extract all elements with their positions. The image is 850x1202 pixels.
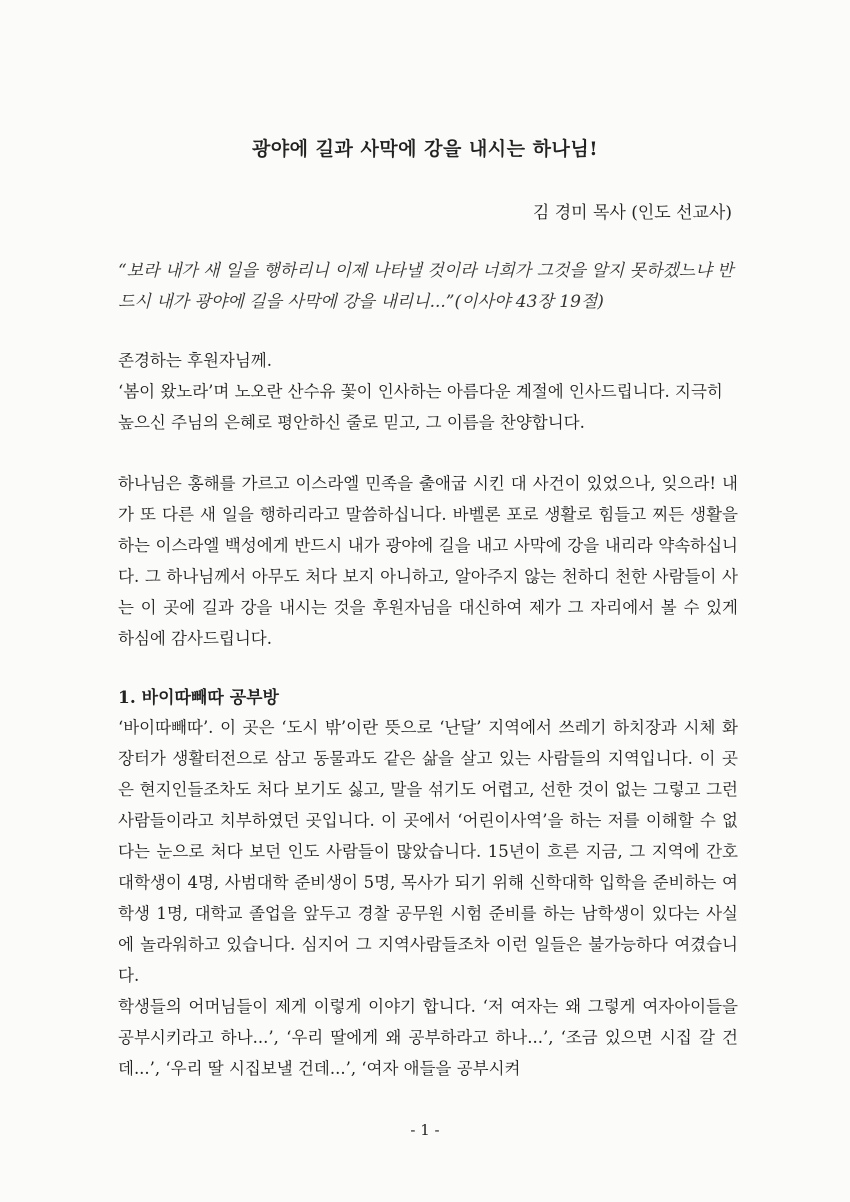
page-number: - 1 -: [410, 1121, 440, 1139]
intro-paragraph: 하나님은 홍해를 가르고 이스라엘 민족을 출애굽 시킨 대 사건이 있었으나, 잊으라! 내가 또 다른 새 일을 행하리라고 말씀하십니다. 바벨론 포로 생활로 힘들고 찌든 생활을 하는 이스라엘 백성에게 반드시 내가 광야에 길을 내고 사막에 강을 내리라 약속하십니다. 그 하나님께서 아무도 처다 보지 아니하고, 알아주지 않는 천하디 천한 사람들이 사는 이 곳에 길과 강을 내시는 것을 후원자님을 대신하여 제가 그 자리에서 볼 수 있게 하심에 감사드립니다.: [118, 474, 738, 648]
section-paragraph-1: ‘바이따빼따’. 이 곳은 ‘도시 밖’이란 뜻으로 ‘난달’ 지역에서 쓰레기 하치장과 시체 화장터가 생활터전으로 삼고 동물과도 같은 삶을 살고 있는 사람들의 지역입니다. 이 곳은 현지인들조차도 처다 보기도 싫고, 말을 섞기도 어렵고, 선한 것이 없는 그렇고 그런 사람들이라고 치부하였던 곳입니다. 이 곳에서 ‘어린이사역’을 하는 저를 이해할 수 없다는 눈으로 처다 보던 인도 사람들이 많았습니다. 15년이 흐른 지금, 그 지역에 간호대학생이 4명, 사범대학 준비생이 5명, 목사가 되기 위해 신학대학 입학을 준비하는 여학생 1명, 대학교 졸업을 앞두고 경찰 공무원 시험 준비를 하는 남학생이 있다는 사실에 놀라워하고 있습니다. 심지어 그 지역사람들조차 이런 일들은 불가능하다 여겼습니다.: [118, 718, 738, 985]
greeting-paragraph: [118, 345, 738, 438]
section-body: [118, 712, 738, 1084]
scripture-quote: “보라 내가 새 일을 행하리니 이제 나타낼 것이라 너희가 그것을 알지 못하겠느냐 반드시 내가 광야에 길을 사막에 강을 내리니...”(이사야 43장 19절): [118, 261, 734, 312]
salutation: 존경하는 후원자님께.: [118, 351, 272, 370]
section-paragraph-2: 학생들의 어머님들이 제게 이렇게 이야기 합니다. ‘저 여자는 왜 그렇게 여자아이들을 공부시키라고 하나...’, ‘우리 딸에게 왜 공부하라고 하나...’, ‘조금 있으면 시집 갈 건데...’, ‘우리 딸 시집보낼 건데...’, ‘여자 애들을 공부시켜: [118, 997, 738, 1078]
page-title: 광야에 길과 사막에 강을 내시는 하나님!: [251, 138, 599, 160]
greeting-text: ‘봄이 왔노라’며 노오란 산수유 꽃이 인사하는 아름다운 계절에 인사드립니다. 지극히 높으신 주님의 은혜로 평안하신 줄로 믿고, 그 이름을 찬양합니다.: [118, 382, 723, 432]
author-line: 김 경미 목사 (인도 선교사): [532, 203, 732, 223]
section-heading: 1. 바이따빼따 공부방: [118, 688, 279, 708]
